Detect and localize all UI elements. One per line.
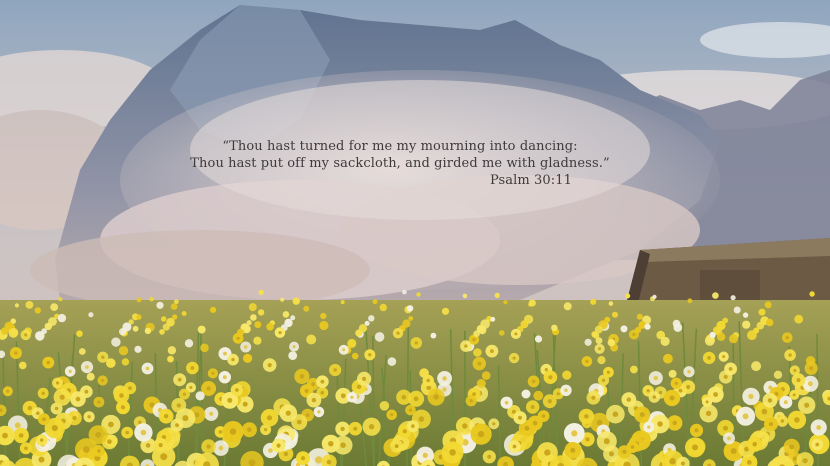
verse-line-1: “Thou hast turned for me my mourning into dancing: bbox=[222, 139, 578, 154]
scripture-quote bbox=[150, 138, 650, 189]
verse-reference: Psalm 30:11 bbox=[489, 173, 572, 188]
verse-line-2: Thou hast put off my sackcloth, and girded me with gladness.” bbox=[190, 156, 610, 171]
